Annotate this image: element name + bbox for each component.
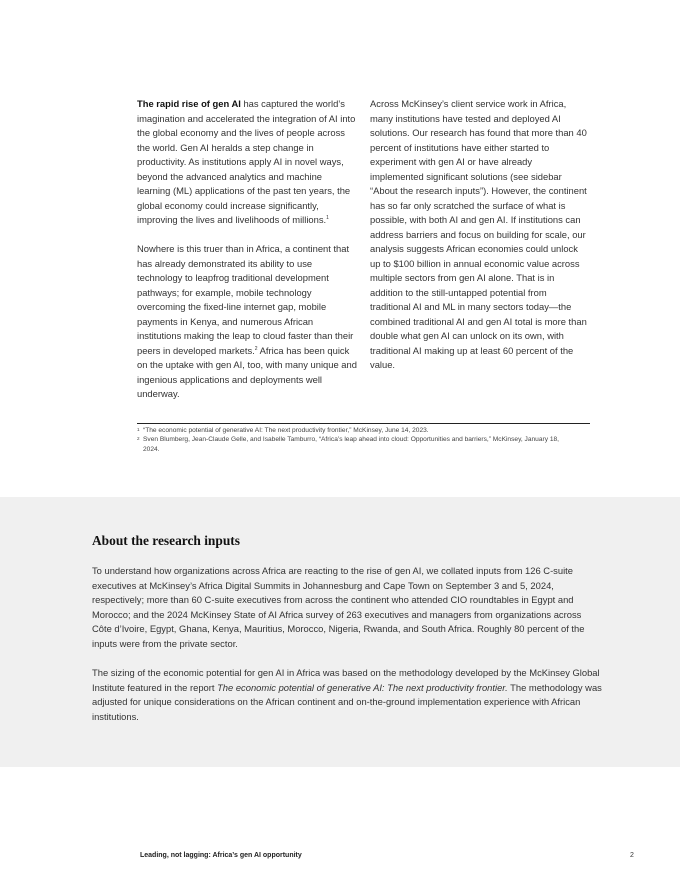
footnote-ref-1[interactable]: 1 bbox=[326, 214, 329, 221]
footnote-number: 1 bbox=[137, 427, 140, 432]
africa-text: Nowhere is this truer than in Africa, a continent that has already demonstrated its ability to use technology to leapfrog traditional development pathways; for example, mobile technology overcoming the fixed-line internet gap, mobile payments in Kenya, and numerous African institutions making the leap to cloud faster than their peers in developed markets. bbox=[137, 243, 354, 356]
research-inputs-sidebar bbox=[0, 497, 680, 767]
lead-phrase: The rapid rise of gen AI bbox=[137, 98, 241, 109]
footnote-number: 2 bbox=[137, 436, 140, 442]
sidebar-paragraph-2 bbox=[92, 666, 602, 724]
footnote-1 bbox=[137, 426, 577, 435]
footnote-ref-2[interactable]: 2 bbox=[254, 345, 258, 352]
footnote-2 bbox=[137, 435, 577, 454]
mckinsey-paragraph: Across McKinsey’s client service work in Africa, many institutions have tested and deployed AI solutions. Our research has found that more than 40 percent of institutions have either started to experiment with gen AI or have already implemented significant solutions (see sidebar “About the research inputs”). However, the continent has so far only scratched the surface of what is possible, with both AI and gen AI. If institutions can address barriers and focus on building for scale, our analysis suggests African economies could unlock up to $100 billion in annual economic value across multiple sectors from gen AI alone. That is in addition to the still-untapped potential from traditional AI and ML in many sectors today—the combined traditional AI and gen AI total is more than double what gen AI can unlock on its own, with traditional AI making up at least 60 percent of the value. bbox=[370, 98, 587, 370]
sidebar-paragraph-1: To understand how organizations across Africa are reacting to the rise of gen AI, we collated inputs from 126 C-suite executives at McKinsey’s Africa Digital Summits in Johannesburg and Cape Town on September 3 and 5, 2024, respectively; more than 60 C-suite executives from across the continent who attended CIO roundtables in Egypt and Morocco; and the 2024 McKinsey State of AI Africa survey of 263 executives and managers from organizations across Côte d’Ivoire, Egypt, Ghana, Kenya, Mauritius, Morocco, Nigeria, Rwanda, and South Africa. Roughly 80 percent of the inputs were from the private sector. bbox=[92, 565, 585, 649]
footnote-text: “The economic potential of generative AI: The next productivity frontier,” McKinsey, June 14, 2023. bbox=[143, 427, 429, 434]
intro-text: has captured the world’s imagination and accelerated the integration of AI into the global economy and the lives of people across the world. Gen AI heralds a step change in productivity. As institutions apply AI in novel ways, beyond the advanced analytics and machine learning (ML) applications of the past ten years, the global economy could increase significantly, improving the lives and livelihoods of millions. bbox=[137, 98, 356, 225]
article-right-column bbox=[370, 97, 588, 387]
africa-paragraph bbox=[137, 242, 357, 402]
sidebar-p2-start: The sizing of the economic potential for gen AI in Africa was based on the methodology developed by the McKinsey Global Institute featured in the report bbox=[92, 667, 600, 693]
footnotes bbox=[137, 426, 577, 454]
intro-paragraph bbox=[137, 97, 357, 228]
footnote-text: Sven Blumberg, Jean-Claude Gelle, and Isabelle Tamburro, “Africa’s leap ahead into cloud: Opportunities and barriers,” McKinsey, January 18, 2024. bbox=[143, 436, 559, 453]
article-left-column bbox=[137, 97, 357, 416]
sidebar-title: About the research inputs bbox=[92, 533, 240, 548]
sidebar-p2-end: The methodology was adjusted for unique considerations on the African continent and on-the-ground implementation experience with African institutions. bbox=[92, 681, 602, 722]
africa-text-tail: Africa has been quick on the uptake with gen AI, too, with many unique and ingenious applications and deployments well underway. bbox=[137, 344, 357, 399]
page-number: 2 bbox=[630, 852, 634, 859]
report-title: The economic potential of generative AI: The next productivity frontier. bbox=[217, 681, 508, 693]
footnote-divider bbox=[137, 423, 590, 424]
footer-title: Leading, not lagging: Africa’s gen AI opportunity bbox=[140, 852, 302, 859]
